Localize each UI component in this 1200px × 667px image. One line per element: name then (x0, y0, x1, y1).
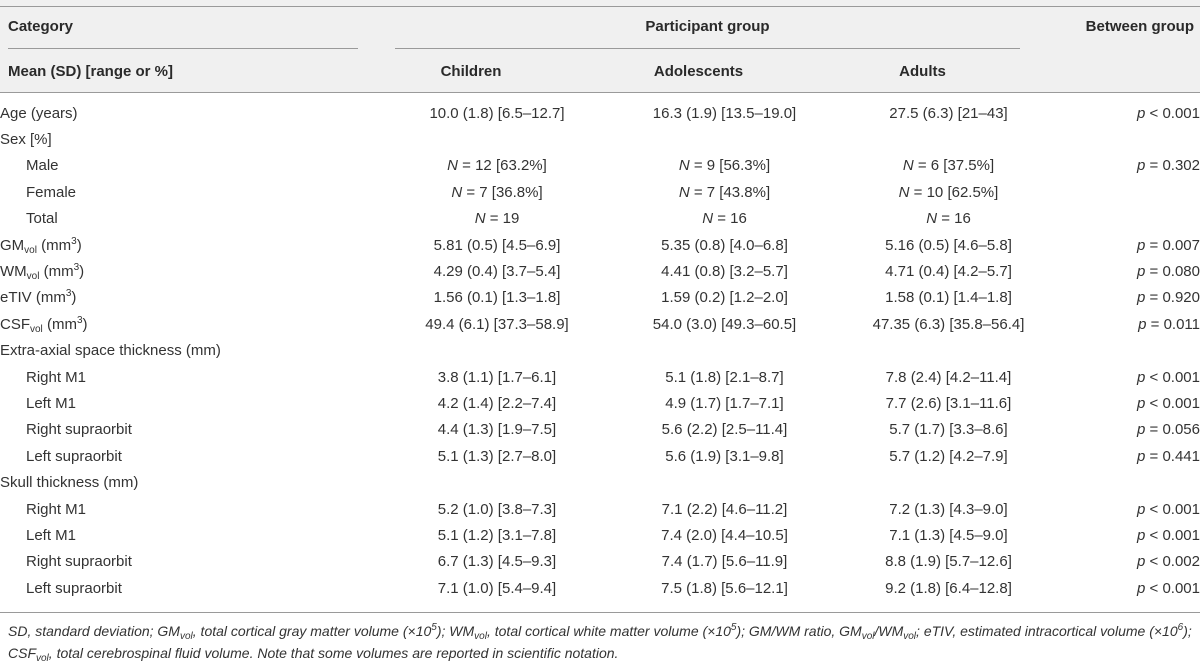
table-row (0, 522, 1200, 548)
row-label: Left M1 (26, 394, 77, 412)
table-row (0, 364, 1200, 390)
adults-value: 4.71 (0.4) [4.2–5.7] (885, 263, 1012, 281)
adults-value: 27.5 (6.3) [21–43] (889, 104, 1008, 122)
adults-value: 8.8 (1.9) [5.7–12.6] (885, 553, 1012, 571)
table-row (0, 549, 1200, 575)
header-between-group: Between group (1085, 18, 1194, 35)
children-value: 5.2 (1.0) [3.8–7.3] (437, 500, 557, 518)
adults-value: 7.7 (2.6) [3.1–11.6] (885, 394, 1012, 412)
adults-value: 47.35 (6.3) [35.8–56.4] (872, 315, 1025, 333)
category-underline (8, 48, 358, 49)
table-row (0, 258, 1200, 284)
table-row (0, 338, 1200, 364)
p-value: p = 0.056 (1137, 421, 1200, 439)
adolescents-value: 7.4 (1.7) [5.6–11.9] (661, 553, 788, 571)
table-row (0, 311, 1200, 337)
p-value: p < 0.001 (1137, 579, 1200, 597)
p-value: p = 0.011 (1138, 315, 1200, 333)
adolescents-value: 5.35 (0.8) [4.0–6.8] (661, 236, 788, 254)
p-value: p < 0.001 (1137, 368, 1200, 386)
adults-value: 7.8 (2.4) [4.2–11.4] (885, 368, 1012, 386)
row-label: Male (26, 157, 59, 175)
adolescents-value: N = 9 [56.3%] (678, 157, 771, 175)
adolescents-value: 5.1 (1.8) [2.1–8.7] (665, 368, 784, 386)
row-label: Skull thickness (mm) (0, 474, 139, 492)
p-value: p = 0.007 (1137, 236, 1200, 254)
row-label: Left M1 (26, 526, 77, 544)
adults-value: 5.7 (1.7) [3.3–8.6] (889, 421, 1008, 439)
children-value: 5.1 (1.3) [2.7–8.0] (437, 447, 557, 465)
table-row (0, 469, 1200, 495)
adolescents-value: 5.6 (1.9) [3.1–9.8] (665, 447, 784, 465)
children-value: N = 19 (474, 210, 520, 228)
table-row (0, 153, 1200, 179)
data-table (0, 100, 1200, 601)
adolescents-value: 7.1 (2.2) [4.6–11.2] (661, 500, 788, 518)
table-row (0, 443, 1200, 469)
children-value: N = 12 [63.2%] (447, 157, 547, 175)
row-label: Right supraorbit (26, 553, 132, 571)
adolescents-value: 54.0 (3.0) [49.3–60.5] (652, 315, 797, 333)
row-label: eTIV $(mm^3)$ (0, 288, 77, 307)
participant-group-underline (395, 48, 1020, 49)
header-bottom-rule (0, 92, 1200, 93)
header-mean-sd: Mean (SD) [range or %] (8, 63, 174, 80)
adults-value: N = 10 [62.5%] (898, 183, 999, 201)
p-value: p = 0.080 (1137, 263, 1200, 281)
table-row (0, 126, 1200, 152)
children-value: 5.81 (0.5) [4.5–6.9] (433, 236, 561, 254)
table-row (0, 575, 1200, 601)
adolescents-value: N = 7 [43.8%] (678, 183, 771, 201)
row-label: Right M1 (26, 368, 87, 386)
table-footnote: SD, standard deviation; $GM_{vol}$, total cortical gray matter volume $(\times 10^5)$; $WM_{vol}$, total cortical white matter volume $(\times 10^5)$; GM/WM ratio, $GM_{vol}/WM_{vol}$; eTIV, estimated intracortical volume $(\times 10^6)$; $CSF_{vol}$, total cerebrospinal fluid volume. Note that some volumes are reported in scientific notation. (8, 622, 1192, 664)
table-row (0, 285, 1200, 311)
table-row (0, 206, 1200, 232)
row-label: Female (26, 183, 77, 201)
children-value: 10.0 (1.8) [6.5–12.7] (429, 104, 565, 122)
children-value: 1.56 (0.1) [1.3–1.8] (433, 289, 561, 307)
row-label: Total (26, 210, 58, 228)
header-adolescents: Adolescents (653, 63, 744, 80)
p-value: p = 0.441 (1137, 447, 1200, 465)
table-row (0, 100, 1200, 126)
row-label: $CSF_{vol}$ $(mm^3)$ (0, 314, 88, 335)
table-row (0, 496, 1200, 522)
p-value: p = 0.302 (1137, 157, 1200, 175)
row-label: $GM_{vol}$ $(mm^3)$ (0, 235, 82, 256)
adolescents-value: N = 16 (702, 210, 747, 228)
table-row (0, 232, 1200, 258)
header-participant-group: Participant group (645, 18, 770, 35)
p-value: p < 0.001 (1137, 526, 1200, 544)
adults-value: N = 6 [37.5%] (902, 157, 995, 175)
children-value: 3.8 (1.1) [1.7–6.1] (437, 368, 557, 386)
p-value: p < 0.002 (1137, 553, 1200, 571)
adolescents-value: 16.3 (1.9) [13.5–19.0] (652, 104, 797, 122)
children-value: 5.1 (1.2) [3.1–7.8] (437, 526, 557, 544)
children-value: 4.4 (1.3) [1.9–7.5] (437, 421, 557, 439)
row-label: Sex [%] (0, 131, 52, 149)
top-rule (0, 6, 1200, 7)
table-row (0, 390, 1200, 416)
children-value: 4.29 (0.4) [3.7–5.4] (433, 263, 561, 281)
adolescents-value: 4.41 (0.8) [3.2–5.7] (661, 263, 788, 281)
table-bottom-rule (0, 612, 1200, 613)
adolescents-value: 7.4 (2.0) [4.4–10.5] (661, 526, 788, 544)
p-value: p < 0.001 (1137, 104, 1200, 122)
header-adults: Adults (899, 63, 946, 80)
row-label: $WM_{vol}$ $(mm^3)$ (0, 262, 85, 283)
adults-value: 7.2 (1.3) [4.3–9.0] (889, 500, 1008, 518)
row-label: Extra-axial space thickness (mm) (0, 342, 221, 360)
adolescents-value: 7.5 (1.8) [5.6–12.1] (661, 579, 788, 597)
row-label: Left supraorbit (26, 447, 122, 465)
p-value: p < 0.001 (1137, 394, 1200, 412)
adults-value: 5.16 (0.5) [4.6–5.8] (885, 236, 1012, 254)
table-row (0, 417, 1200, 443)
row-label: Age (years) (0, 104, 78, 122)
p-value: p = 0.920 (1137, 289, 1200, 307)
p-value: p < 0.001 (1137, 500, 1200, 518)
children-value: 4.2 (1.4) [2.2–7.4] (437, 394, 557, 412)
adults-value: 9.2 (1.8) [6.4–12.8] (885, 579, 1012, 597)
adolescents-value: 5.6 (2.2) [2.5–11.4] (661, 421, 788, 439)
adults-value: 7.1 (1.3) [4.5–9.0] (889, 526, 1008, 544)
adults-value: N = 16 (926, 210, 971, 228)
table-row (0, 179, 1200, 205)
row-label: Left supraorbit (26, 579, 122, 597)
children-value: 7.1 (1.0) [5.4–9.4] (437, 579, 557, 597)
adults-value: 5.7 (1.2) [4.2–7.9] (889, 447, 1008, 465)
adolescents-value: 4.9 (1.7) [1.7–7.1] (665, 394, 784, 412)
row-label: Right M1 (26, 500, 87, 518)
adolescents-value: 1.59 (0.2) [1.2–2.0] (661, 289, 788, 307)
children-value: N = 7 [36.8%] (451, 183, 543, 201)
row-label: Right supraorbit (26, 421, 132, 439)
children-value: 49.4 (6.1) [37.3–58.9] (425, 315, 569, 333)
header-category: Category (8, 18, 74, 35)
children-value: 6.7 (1.3) [4.5–9.3] (437, 553, 557, 571)
adults-value: 1.58 (0.1) [1.4–1.8] (885, 289, 1012, 307)
header-children: Children (440, 63, 502, 80)
